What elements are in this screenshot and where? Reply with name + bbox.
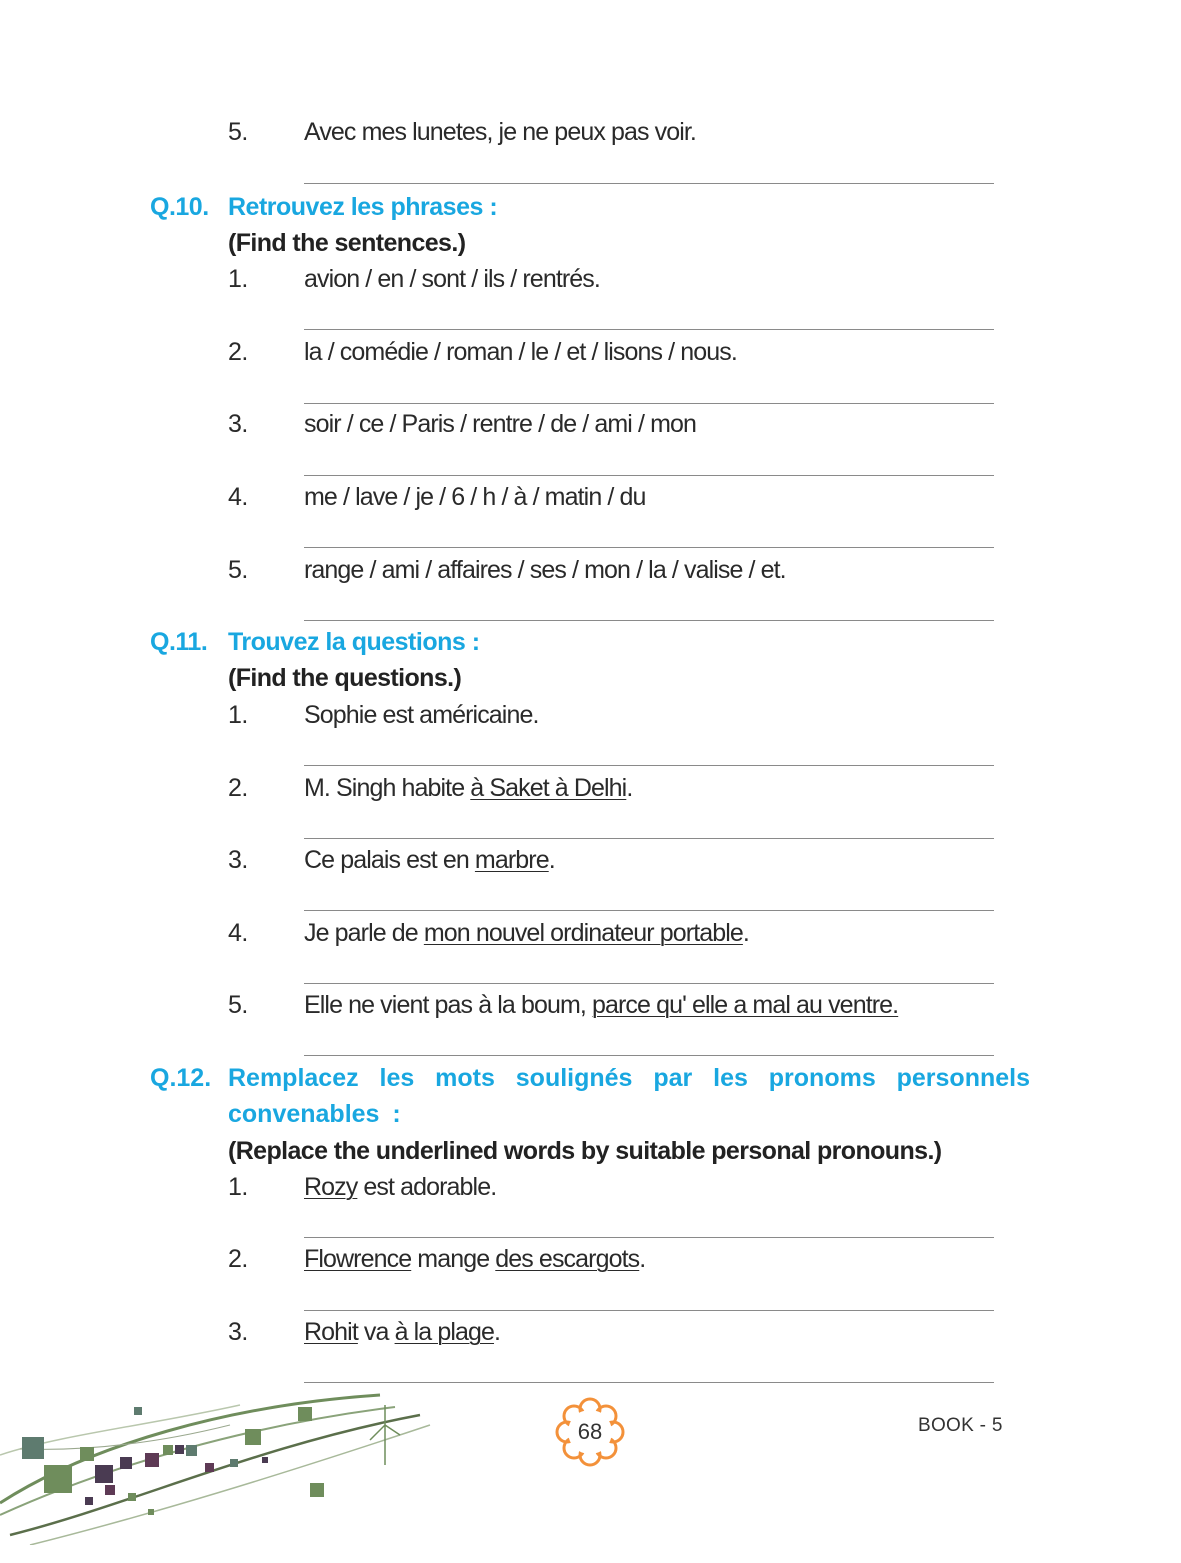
list-item (0, 265, 1181, 305)
item-text (304, 1318, 500, 1347)
question-number: Q.11. (150, 628, 208, 656)
answer-line[interactable] (304, 1055, 994, 1056)
underlined-word: marbre (474, 846, 549, 874)
question-heading (150, 628, 480, 657)
book-label: BOOK - 5 (918, 1415, 1003, 1436)
text-segment: . (742, 919, 749, 947)
question-title: Retrouvez les phrases : (228, 193, 498, 221)
question-heading (150, 193, 497, 222)
page-number: 68 (577, 1419, 603, 1444)
question-heading (150, 1060, 1030, 1132)
list-item (0, 1245, 1181, 1285)
text-segment: est adorable. (357, 1173, 497, 1201)
list-item (0, 774, 1181, 814)
question-title: Remplacez les mots soulignés par les pronoms personnels convenables : (228, 1064, 1030, 1128)
text-segment: Avec mes lunetes, je ne peux pas voir. (304, 118, 696, 146)
question-number: Q.10. (150, 193, 209, 221)
underlined-word: mon nouvel ordinateur portable (423, 919, 743, 947)
list-item (0, 118, 1181, 158)
underlined-word: à la plage (394, 1318, 495, 1346)
answer-line[interactable] (304, 403, 994, 404)
answer-line[interactable] (304, 983, 994, 984)
answer-line[interactable] (304, 620, 994, 621)
item-text (304, 774, 632, 803)
list-item (0, 410, 1181, 450)
question-subtitle: (Find the questions.) (228, 664, 462, 692)
list-item (0, 338, 1181, 378)
list-item (0, 991, 1181, 1031)
item-text (304, 483, 645, 512)
item-text (304, 919, 749, 948)
item-number: 3. (228, 410, 248, 438)
item-number: 1. (228, 1173, 248, 1201)
item-text (304, 1173, 496, 1202)
text-segment: va (357, 1318, 395, 1346)
item-number: 5. (228, 991, 248, 1019)
list-item (0, 483, 1181, 523)
text-segment: . (494, 1318, 501, 1346)
page-number-badge (550, 1396, 630, 1468)
list-item (0, 846, 1181, 886)
list-item (0, 556, 1181, 596)
question-title: Trouvez la questions : (228, 628, 480, 656)
item-text (304, 410, 696, 439)
text-segment: . (626, 774, 633, 802)
text-segment: la / comédie / roman / le / et / lisons / nous. (304, 338, 737, 366)
item-number: 5. (228, 118, 248, 146)
text-segment: Je parle de (304, 919, 424, 947)
text-segment: M. Singh habite (304, 774, 471, 802)
text-segment: me / lave / je / 6 / h / à / matin / du (304, 483, 646, 511)
answer-line[interactable] (304, 475, 994, 476)
answer-line[interactable] (304, 1237, 994, 1238)
item-text (304, 846, 555, 875)
text-segment: range / ami / affaires / ses / mon / la / valise / et. (304, 556, 786, 584)
question-subtitle: (Find the sentences.) (228, 229, 466, 257)
item-text (304, 118, 696, 147)
underlined-word: à Saket à Delhi (470, 774, 627, 802)
item-text (304, 338, 737, 367)
item-number: 3. (228, 1318, 248, 1346)
answer-line[interactable] (304, 838, 994, 839)
underlined-word: Rohit (304, 1318, 358, 1346)
list-item (0, 1318, 1181, 1358)
decorative-swirl-icon (0, 1385, 440, 1545)
text-segment: . (639, 1245, 646, 1273)
answer-line[interactable] (304, 765, 994, 766)
question-number: Q.12. (150, 1064, 212, 1092)
list-item (0, 1173, 1181, 1213)
text-segment: mange (411, 1245, 496, 1273)
list-item (0, 701, 1181, 741)
answer-line[interactable] (304, 1382, 994, 1383)
item-number: 5. (228, 556, 248, 584)
item-number: 1. (228, 701, 248, 729)
answer-line[interactable] (304, 1310, 994, 1311)
item-number: 1. (228, 265, 248, 293)
answer-line[interactable] (304, 547, 994, 548)
item-text (304, 265, 600, 294)
answer-line[interactable] (304, 910, 994, 911)
item-number: 2. (228, 338, 248, 366)
item-number: 2. (228, 1245, 248, 1273)
underlined-word: des escargots (495, 1245, 640, 1273)
text-segment: soir / ce / Paris / rentre / de / ami / mon (304, 410, 697, 438)
text-segment: avion / en / sont / ils / rentrés. (304, 265, 600, 293)
item-text (304, 701, 539, 730)
item-number: 3. (228, 846, 248, 874)
text-segment: Ce palais est en (304, 846, 475, 874)
item-number: 2. (228, 774, 248, 802)
question-subtitle: (Replace the underlined words by suitable personal pronouns.) (228, 1137, 942, 1165)
underlined-word: Rozy (304, 1173, 358, 1201)
item-text (304, 556, 786, 585)
answer-line[interactable] (304, 329, 994, 330)
item-number: 4. (228, 919, 248, 947)
item-text (304, 991, 898, 1020)
item-text (304, 1245, 645, 1274)
underlined-word: parce qu' elle a mal au ventre. (591, 991, 899, 1019)
text-segment: Elle ne vient pas à la boum, (304, 991, 592, 1019)
text-segment: . (548, 846, 555, 874)
item-number: 4. (228, 483, 248, 511)
answer-line[interactable] (304, 183, 994, 184)
list-item (0, 919, 1181, 959)
underlined-word: Flowrence (304, 1245, 412, 1273)
text-segment: Sophie est américaine. (304, 701, 539, 729)
